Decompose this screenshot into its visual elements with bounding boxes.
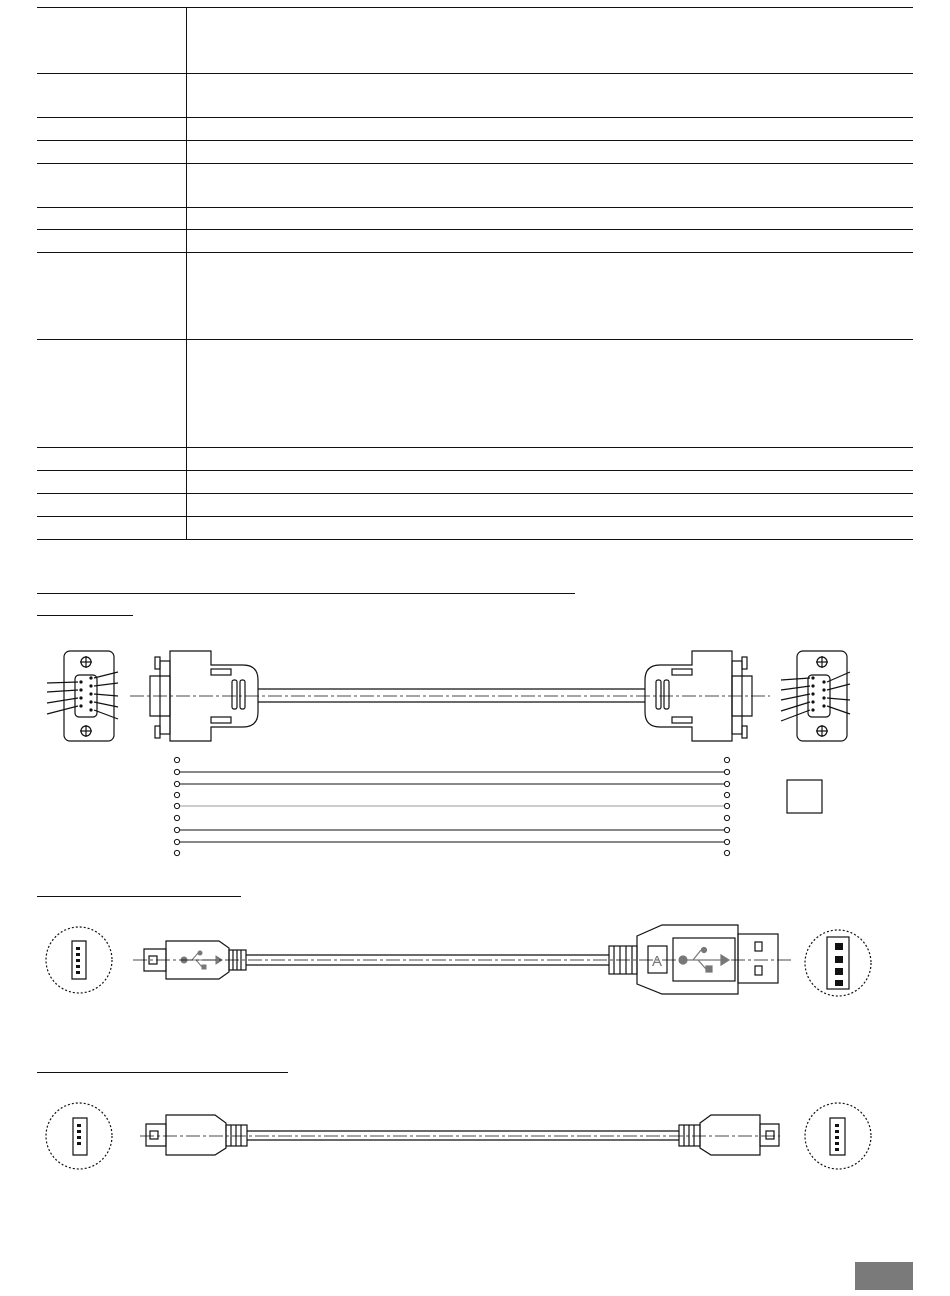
table-row (37, 141, 913, 164)
spec-value (187, 230, 914, 253)
section-rule (37, 593, 575, 594)
page-number-tab (855, 1262, 913, 1290)
spec-key (37, 253, 187, 340)
table-row (37, 8, 913, 74)
spec-key (37, 118, 187, 141)
pin-terminal (724, 757, 729, 762)
spec-value (187, 118, 914, 141)
pin-terminal (724, 792, 729, 797)
strain-relief (226, 1125, 247, 1146)
db9-connector-icon (47, 651, 118, 741)
spec-key (37, 208, 187, 230)
pin-terminal (724, 815, 729, 820)
spec-key (37, 494, 187, 517)
usb-trident-icon (679, 948, 729, 973)
micro-usb-connector-icon (46, 1103, 112, 1169)
pin-terminal (174, 827, 179, 832)
pin-terminal (724, 850, 729, 855)
pin-terminal (174, 769, 179, 774)
spec-key (37, 471, 187, 494)
pin-terminal (724, 827, 729, 832)
pin-terminal (174, 792, 179, 797)
pin-terminal (174, 815, 179, 820)
spec-value (187, 141, 914, 164)
table-row (37, 253, 913, 340)
serial-cable-diagram (0, 640, 950, 865)
pin-terminal (174, 839, 179, 844)
db9-connector-icon (781, 651, 850, 741)
pin-terminal (724, 769, 729, 774)
spec-value (187, 164, 914, 208)
pin-terminal (174, 781, 179, 786)
spec-key (37, 164, 187, 208)
table-row (37, 471, 913, 494)
usb-plug-letter: A (651, 953, 663, 970)
spec-key (37, 74, 187, 118)
section-rule (37, 896, 241, 897)
micro-usb-connector-icon (46, 927, 112, 993)
spec-value (187, 517, 914, 540)
spec-key (37, 230, 187, 253)
usb-a-cable-diagram (0, 918, 950, 1000)
table-row (37, 494, 913, 517)
spec-key (37, 8, 187, 74)
spec-value (187, 340, 914, 448)
wiring-diagram (174, 757, 729, 855)
pin-terminal (724, 803, 729, 808)
spec-key (37, 340, 187, 448)
pin-terminal (724, 839, 729, 844)
usb-a-connector-icon (805, 930, 871, 996)
strain-relief (679, 1125, 700, 1146)
spec-value (187, 74, 914, 118)
section-rule (37, 615, 133, 616)
pin-terminal (174, 850, 179, 855)
spec-key (37, 141, 187, 164)
section-rule (37, 1072, 288, 1073)
table-row (37, 208, 913, 230)
pin-terminal (174, 757, 179, 762)
micro-usb-cable-diagram (0, 1098, 950, 1178)
spec-key (37, 448, 187, 471)
table-row (37, 517, 913, 540)
table-row (37, 340, 913, 448)
spec-key (37, 517, 187, 540)
table-row (37, 448, 913, 471)
micro-usb-connector-icon (805, 1103, 871, 1169)
table-row (37, 118, 913, 141)
table-row (37, 230, 913, 253)
pin-terminal (724, 781, 729, 786)
spec-value (187, 8, 914, 74)
spec-value (187, 208, 914, 230)
legend-box (787, 780, 822, 813)
table-row (37, 74, 913, 118)
spec-table (37, 7, 913, 540)
spec-value (187, 448, 914, 471)
table-row (37, 164, 913, 208)
spec-value (187, 494, 914, 517)
spec-value (187, 253, 914, 340)
spec-value (187, 471, 914, 494)
pin-terminal (174, 803, 179, 808)
